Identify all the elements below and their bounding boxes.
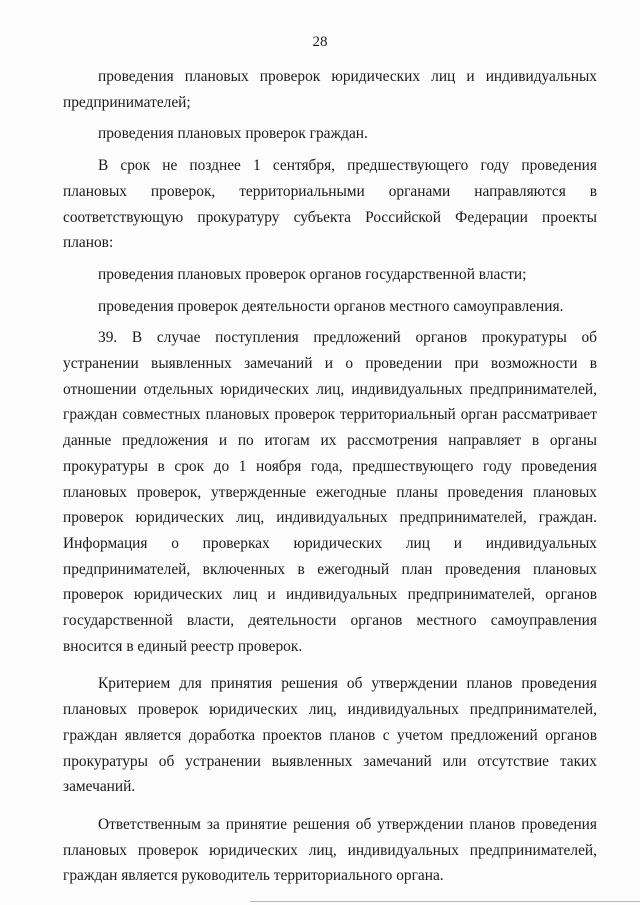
paragraph-item-local-government: проведения проверок деятельности органов местного самоуправления. [98,297,564,315]
paragraph-responsible-person: Ответственным за принятие решения об утверждении планов проведения плановых проверок юридических лиц, индивидуальных предпринимателей, граждан является руководитель территориального органа. [63,815,597,885]
paragraph-item-citizens: проведения плановых проверок граждан. [98,125,368,143]
paragraph-approval-criterion: Критерием для принятия решения об утверждении планов проведения плановых проверок юридических лиц, индивидуальных предпринимателей, граждан является доработка проектов планов с учетом предложений органов прокуратуры об устранении выявленных замечаний или отсутствие таких замечаний. [63,675,597,796]
paragraph-deadline-september: В срок не позднее 1 сентября, предшествующего году проведения плановых проверок, территориальными органами направляются в соответствующую прокуратуру субъекта Российской Федерации проекты планов: [63,157,597,252]
paragraph-item-state-authorities: проведения плановых проверок органов государственной власти; [98,265,527,283]
paragraph-clause-39: 39. В случае поступления предложений органов прокуратуры об устранении выявленных замечаний и о проведении при возможности в отношении отдельных юридических лиц, индивидуальных предпринимателей, граждан совместных плановых проверок территориальный орган рассматривает данные предложения и по итогам их рассмотрения направляет в органы прокуратуры в срок до 1 ноября года, предшествующего году проведения плановых проверок, утвержденные ежегодные планы проведения плановых проверок юридических лиц, индивидуальных предпринимателей, граждан. Информация о проверках юридических лиц и индивидуальных предпринимателей, включенных в ежегодный план проведения плановых проверок юридических лиц и индивидуальных предпринимателей, органов государственной власти, деятельности органов местного самоуправления вносится в единый реестр проверок. [63,329,597,655]
page-edge-line [250,901,640,902]
page-number: 28 [312,34,328,50]
paragraph-item-legal-entities: проведения плановых проверок юридических лиц и индивидуальных предпринимателей; [63,68,597,111]
document-body [63,64,597,889]
